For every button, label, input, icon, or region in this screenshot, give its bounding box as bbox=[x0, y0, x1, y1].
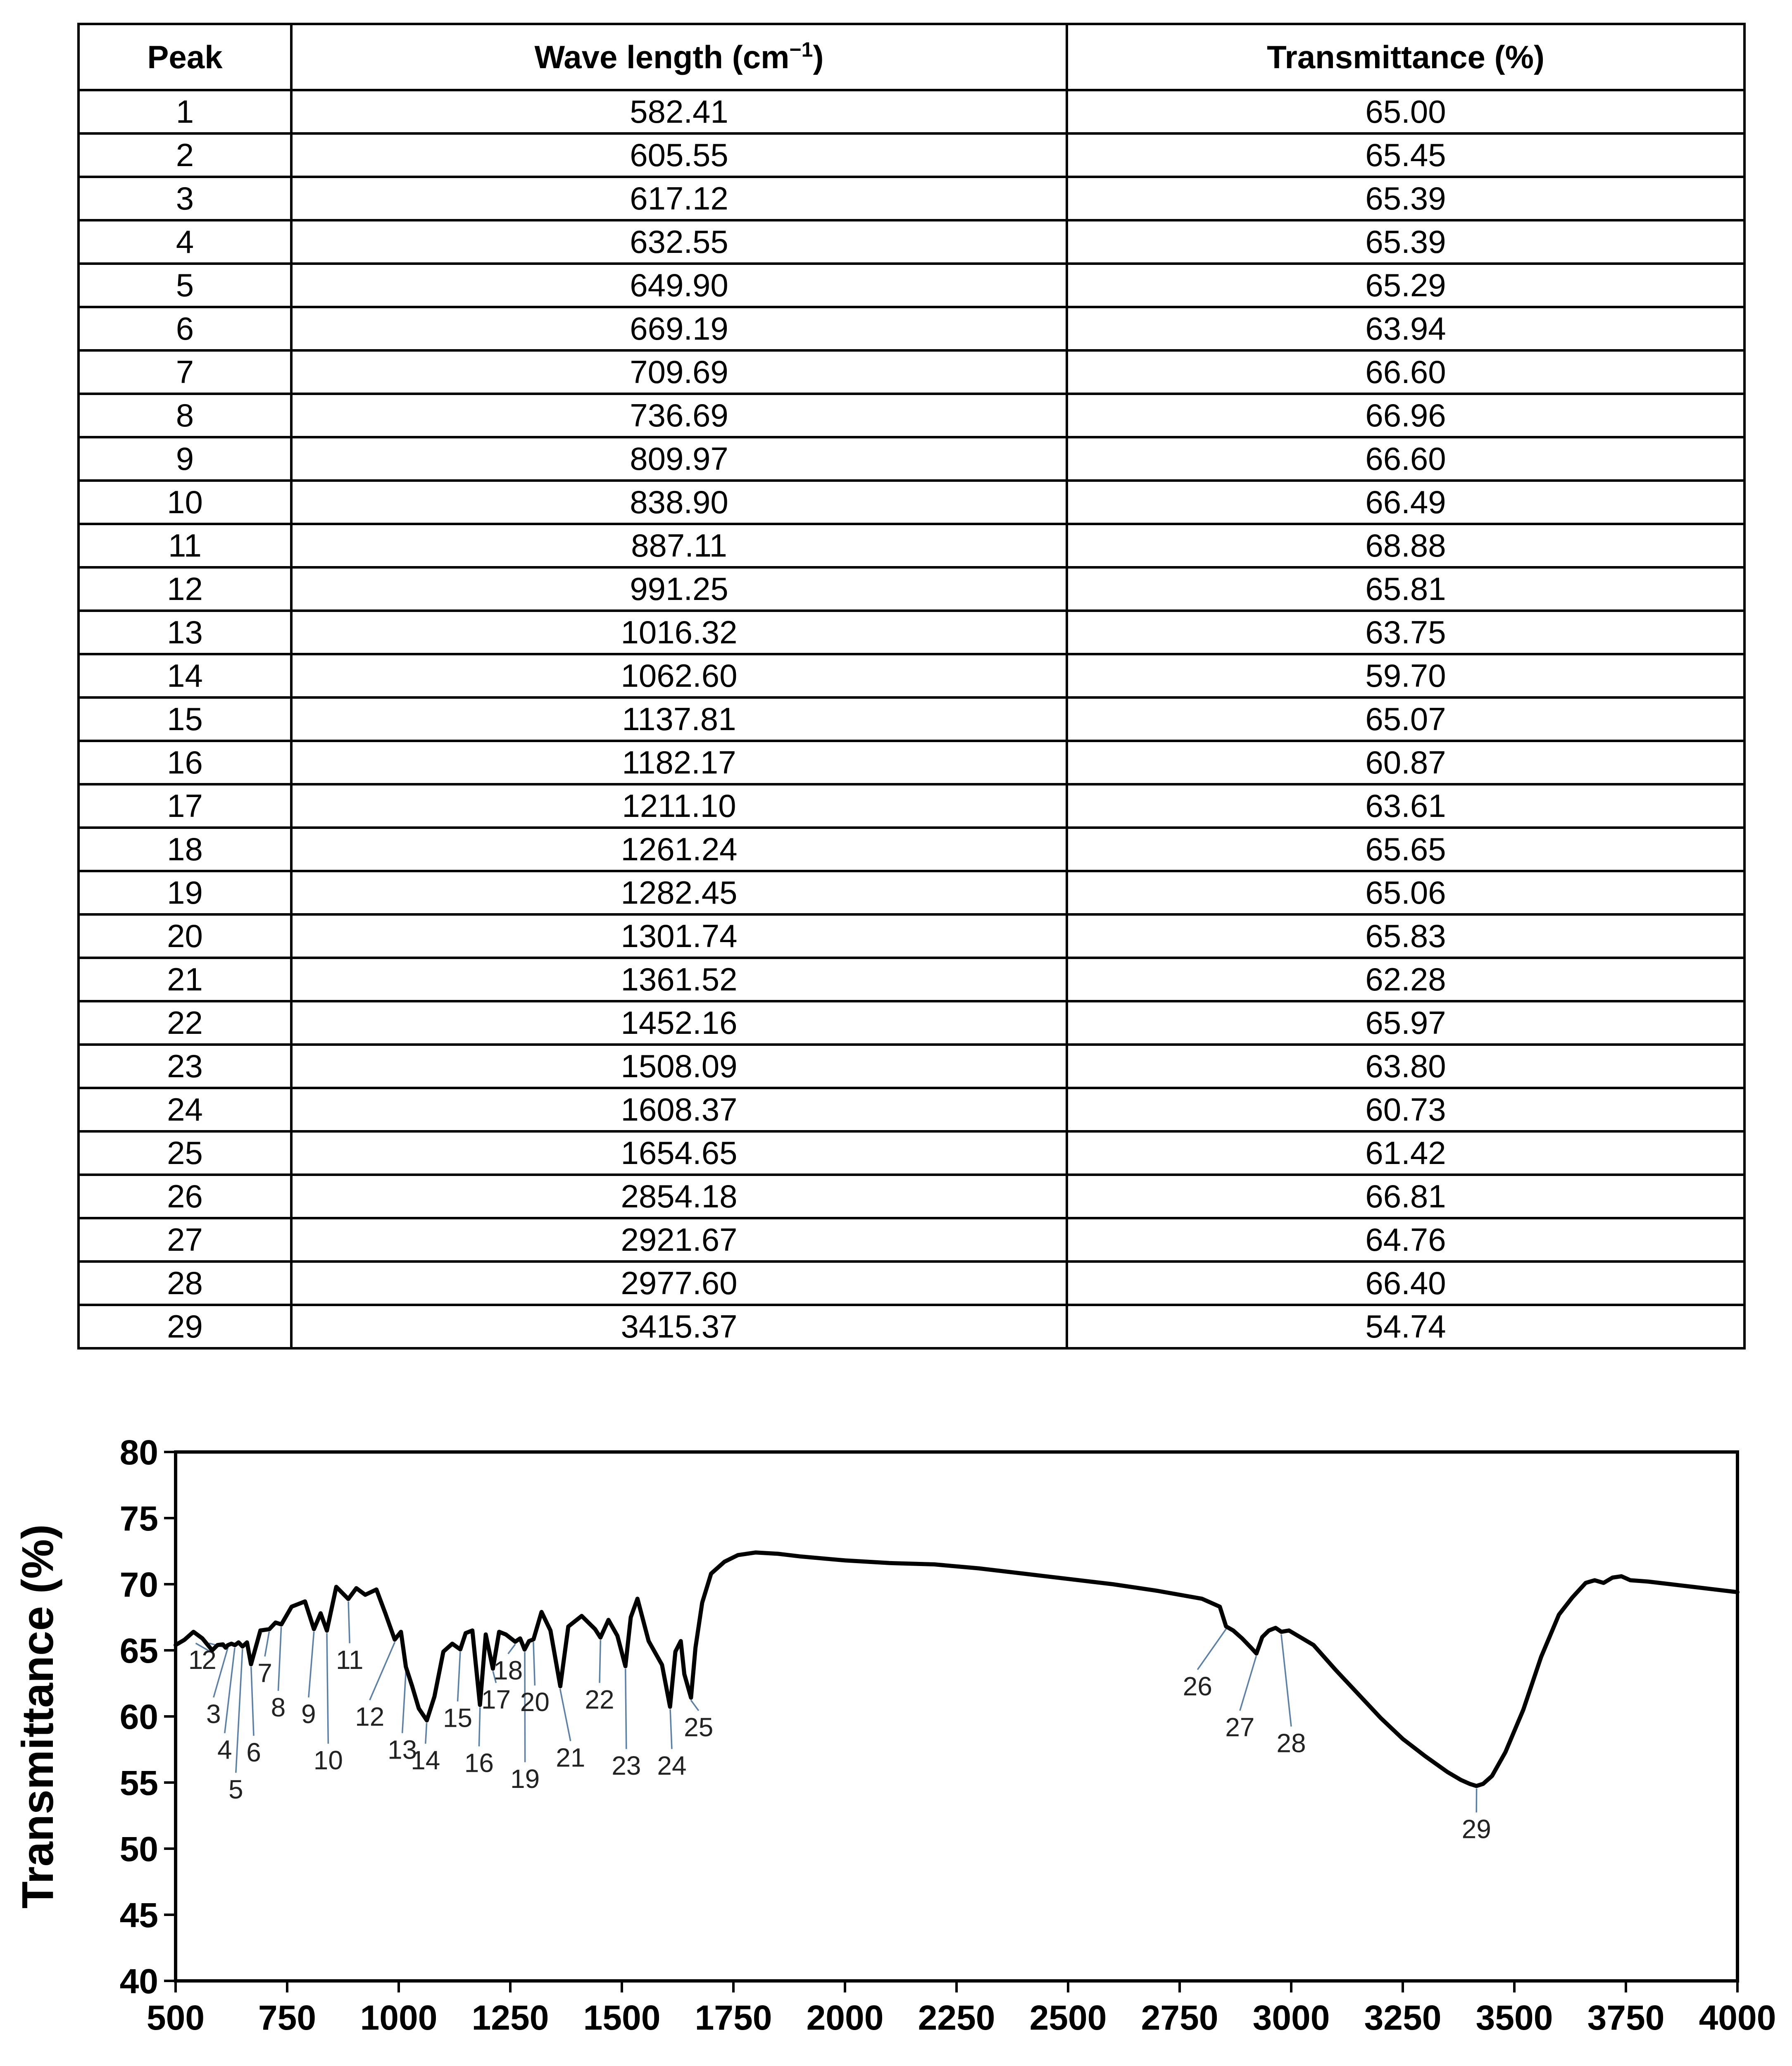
cell-transmittance: 63.75 bbox=[1067, 611, 1744, 654]
peak-table bbox=[77, 23, 1746, 1350]
cell-peak: 20 bbox=[79, 914, 291, 958]
peak-label-16: 16 bbox=[464, 1748, 494, 1778]
cell-peak: 12 bbox=[79, 567, 291, 611]
table-row bbox=[79, 133, 1744, 177]
cell-peak: 1 bbox=[79, 90, 291, 133]
cell-wavelength: 1261.24 bbox=[291, 828, 1067, 871]
cell-transmittance: 62.28 bbox=[1067, 958, 1744, 1001]
cell-transmittance: 65.00 bbox=[1067, 90, 1744, 133]
y-tick-label: 70 bbox=[119, 1565, 158, 1604]
peak-label-3: 3 bbox=[206, 1699, 221, 1729]
cell-peak: 14 bbox=[79, 654, 291, 697]
peak-label-22: 22 bbox=[585, 1684, 614, 1714]
table-row bbox=[79, 307, 1744, 350]
cell-peak: 26 bbox=[79, 1175, 291, 1218]
table-row bbox=[79, 871, 1744, 914]
x-tick-label: 500 bbox=[146, 1998, 205, 2037]
table-row bbox=[79, 828, 1744, 871]
cell-transmittance: 65.39 bbox=[1067, 177, 1744, 220]
plot-frame bbox=[176, 1452, 1737, 1981]
table-row bbox=[79, 1131, 1744, 1175]
cell-wavelength: 1508.09 bbox=[291, 1045, 1067, 1088]
cell-wavelength: 1301.74 bbox=[291, 914, 1067, 958]
peak-leader-line-4 bbox=[225, 1648, 235, 1733]
table-row bbox=[79, 264, 1744, 307]
peak-label-1: 1 bbox=[188, 1645, 203, 1675]
y-axis-title: Transmittance (%) bbox=[12, 1524, 62, 1909]
x-tick-label: 750 bbox=[258, 1998, 317, 2037]
peak-leader-line-6 bbox=[251, 1667, 254, 1736]
x-tick-label: 1250 bbox=[471, 1998, 549, 2037]
cell-wavelength: 2977.60 bbox=[291, 1261, 1067, 1305]
peak-markers bbox=[188, 1602, 1491, 1844]
cell-peak: 6 bbox=[79, 307, 291, 350]
cell-transmittance: 63.80 bbox=[1067, 1045, 1744, 1088]
cell-peak: 15 bbox=[79, 697, 291, 741]
cell-transmittance: 65.65 bbox=[1067, 828, 1744, 871]
peak-label-17: 17 bbox=[481, 1684, 511, 1714]
peak-label-18: 18 bbox=[493, 1655, 523, 1685]
cell-transmittance: 54.74 bbox=[1067, 1305, 1744, 1348]
peak-label-11: 11 bbox=[336, 1645, 364, 1675]
x-tick-label: 3750 bbox=[1587, 1998, 1665, 2037]
table-row bbox=[79, 1088, 1744, 1131]
cell-wavelength: 1062.60 bbox=[291, 654, 1067, 697]
cell-peak: 24 bbox=[79, 1088, 291, 1131]
y-tick-label: 55 bbox=[119, 1764, 158, 1802]
cell-wavelength: 736.69 bbox=[291, 394, 1067, 437]
cell-peak: 25 bbox=[79, 1131, 291, 1175]
peak-leader-line-16 bbox=[479, 1707, 480, 1746]
table-row bbox=[79, 784, 1744, 828]
cell-transmittance: 63.61 bbox=[1067, 784, 1744, 828]
cell-peak: 2 bbox=[79, 133, 291, 177]
x-tick-label: 2750 bbox=[1141, 1998, 1218, 2037]
table-row bbox=[79, 958, 1744, 1001]
table-row bbox=[79, 394, 1744, 437]
cell-peak: 7 bbox=[79, 350, 291, 394]
cell-wavelength: 669.19 bbox=[291, 307, 1067, 350]
y-tick-label: 45 bbox=[119, 1896, 158, 1935]
cell-wavelength: 1654.65 bbox=[291, 1131, 1067, 1175]
x-tick-label: 2250 bbox=[918, 1998, 995, 2037]
table-row bbox=[79, 914, 1744, 958]
peak-label-9: 9 bbox=[301, 1699, 316, 1729]
table-row bbox=[79, 741, 1744, 784]
peak-leader-line-14 bbox=[426, 1723, 427, 1744]
table-row bbox=[79, 437, 1744, 481]
y-tick-label: 60 bbox=[119, 1697, 158, 1736]
cell-peak: 29 bbox=[79, 1305, 291, 1348]
peak-leader-line-21 bbox=[560, 1689, 570, 1741]
cell-transmittance: 66.60 bbox=[1067, 437, 1744, 481]
cell-wavelength: 649.90 bbox=[291, 264, 1067, 307]
table-row bbox=[79, 90, 1744, 133]
peak-label-7: 7 bbox=[257, 1658, 272, 1688]
cell-transmittance: 65.06 bbox=[1067, 871, 1744, 914]
cell-wavelength: 3415.37 bbox=[291, 1305, 1067, 1348]
cell-peak: 27 bbox=[79, 1218, 291, 1261]
cell-wavelength: 709.69 bbox=[291, 350, 1067, 394]
peak-label-5: 5 bbox=[228, 1774, 243, 1804]
table-row bbox=[79, 611, 1744, 654]
cell-peak: 28 bbox=[79, 1261, 291, 1305]
peak-leader-line-7 bbox=[265, 1632, 269, 1657]
cell-transmittance: 66.40 bbox=[1067, 1261, 1744, 1305]
x-tick-label: 4000 bbox=[1699, 1998, 1776, 2037]
cell-peak: 10 bbox=[79, 481, 291, 524]
cell-wavelength: 605.55 bbox=[291, 133, 1067, 177]
table-row bbox=[79, 481, 1744, 524]
peak-label-27: 27 bbox=[1225, 1712, 1255, 1742]
peak-leader-line-10 bbox=[327, 1633, 328, 1744]
cell-wavelength: 1182.17 bbox=[291, 741, 1067, 784]
cell-wavelength: 2854.18 bbox=[291, 1175, 1067, 1218]
x-tick-label: 3250 bbox=[1364, 1998, 1442, 2037]
peak-label-21: 21 bbox=[556, 1742, 585, 1773]
x-tick-label: 1500 bbox=[583, 1998, 661, 2037]
peak-label-2: 2 bbox=[202, 1645, 217, 1675]
peak-label-12: 12 bbox=[355, 1702, 385, 1732]
y-axis bbox=[120, 1433, 176, 2001]
cell-wavelength: 617.12 bbox=[291, 177, 1067, 220]
table-row bbox=[79, 567, 1744, 611]
cell-transmittance: 68.88 bbox=[1067, 524, 1744, 567]
peak-leader-line-28 bbox=[1281, 1634, 1291, 1726]
table-row bbox=[79, 1001, 1744, 1045]
cell-peak: 11 bbox=[79, 524, 291, 567]
cell-peak: 5 bbox=[79, 264, 291, 307]
cell-wavelength: 991.25 bbox=[291, 567, 1067, 611]
cell-peak: 8 bbox=[79, 394, 291, 437]
peak-label-4: 4 bbox=[217, 1735, 232, 1765]
peak-label-13: 13 bbox=[388, 1735, 417, 1765]
peak-label-8: 8 bbox=[271, 1692, 286, 1722]
cell-wavelength: 1608.37 bbox=[291, 1088, 1067, 1131]
table-header-row bbox=[79, 24, 1744, 90]
peak-label-15: 15 bbox=[443, 1703, 473, 1733]
cell-peak: 21 bbox=[79, 958, 291, 1001]
cell-transmittance: 60.87 bbox=[1067, 741, 1744, 784]
cell-peak: 9 bbox=[79, 437, 291, 481]
peak-label-26: 26 bbox=[1183, 1671, 1212, 1701]
cell-peak: 19 bbox=[79, 871, 291, 914]
table-row bbox=[79, 220, 1744, 264]
peak-label-24: 24 bbox=[657, 1750, 687, 1780]
cell-transmittance: 66.49 bbox=[1067, 481, 1744, 524]
table-row bbox=[79, 654, 1744, 697]
cell-transmittance: 65.07 bbox=[1067, 697, 1744, 741]
cell-peak: 23 bbox=[79, 1045, 291, 1088]
x-tick-label: 1750 bbox=[695, 1998, 772, 2037]
cell-transmittance: 61.42 bbox=[1067, 1131, 1744, 1175]
cell-transmittance: 65.83 bbox=[1067, 914, 1744, 958]
peak-label-23: 23 bbox=[612, 1750, 641, 1780]
cell-wavelength: 2921.67 bbox=[291, 1218, 1067, 1261]
peak-leader-line-8 bbox=[278, 1627, 281, 1691]
cell-transmittance: 66.60 bbox=[1067, 350, 1744, 394]
peak-label-10: 10 bbox=[313, 1745, 343, 1775]
cell-transmittance: 65.39 bbox=[1067, 220, 1744, 264]
cell-transmittance: 63.94 bbox=[1067, 307, 1744, 350]
peak-label-14: 14 bbox=[411, 1745, 440, 1775]
peak-leader-line-27 bbox=[1240, 1656, 1257, 1711]
cell-transmittance: 66.81 bbox=[1067, 1175, 1744, 1218]
table-row bbox=[79, 1175, 1744, 1218]
table-row bbox=[79, 697, 1744, 741]
header-wavelength bbox=[291, 24, 1067, 90]
peak-label-25: 25 bbox=[684, 1712, 714, 1742]
peak-leader-line-12 bbox=[370, 1642, 395, 1700]
peak-label-19: 19 bbox=[510, 1764, 540, 1794]
y-tick-label: 80 bbox=[119, 1433, 158, 1472]
peak-leader-line-15 bbox=[458, 1652, 460, 1702]
cell-wavelength: 887.11 bbox=[291, 524, 1067, 567]
table-row bbox=[79, 1305, 1744, 1348]
table-row bbox=[79, 1045, 1744, 1088]
cell-transmittance: 65.97 bbox=[1067, 1001, 1744, 1045]
cell-wavelength: 632.55 bbox=[291, 220, 1067, 264]
cell-peak: 22 bbox=[79, 1001, 291, 1045]
cell-wavelength: 1452.16 bbox=[291, 1001, 1067, 1045]
x-tick-label: 2000 bbox=[806, 1998, 884, 2037]
peak-leader-line-18 bbox=[508, 1644, 516, 1654]
y-tick-label: 40 bbox=[119, 1962, 158, 2001]
peak-leader-line-13 bbox=[402, 1669, 406, 1733]
peak-label-20: 20 bbox=[520, 1687, 550, 1717]
cell-wavelength: 1016.32 bbox=[291, 611, 1067, 654]
cell-peak: 3 bbox=[79, 177, 291, 220]
peak-leader-line-5 bbox=[236, 1649, 243, 1773]
table-body bbox=[79, 90, 1744, 1348]
cell-peak: 4 bbox=[79, 220, 291, 264]
x-axis bbox=[147, 1981, 1776, 2037]
peak-label-29: 29 bbox=[1461, 1814, 1491, 1844]
table-row bbox=[79, 350, 1744, 394]
y-tick-label: 75 bbox=[119, 1499, 158, 1538]
cell-wavelength: 582.41 bbox=[291, 90, 1067, 133]
cell-transmittance: 59.70 bbox=[1067, 654, 1744, 697]
x-tick-label: 3000 bbox=[1252, 1998, 1330, 2037]
peak-label-28: 28 bbox=[1276, 1728, 1306, 1758]
y-tick-label: 65 bbox=[119, 1631, 158, 1670]
peak-leader-line-26 bbox=[1197, 1629, 1226, 1670]
header-wavelength-sup: −1 bbox=[789, 38, 813, 61]
cell-transmittance: 66.96 bbox=[1067, 394, 1744, 437]
peak-leader-line-9 bbox=[309, 1632, 314, 1697]
cell-wavelength: 1282.45 bbox=[291, 871, 1067, 914]
cell-peak: 13 bbox=[79, 611, 291, 654]
cell-wavelength: 838.90 bbox=[291, 481, 1067, 524]
x-tick-label: 3500 bbox=[1475, 1998, 1553, 2037]
peak-leader-line-20 bbox=[533, 1642, 535, 1685]
header-wavelength-text: Wave length (cm bbox=[534, 38, 790, 75]
table-row bbox=[79, 177, 1744, 220]
cell-transmittance: 65.81 bbox=[1067, 567, 1744, 611]
peak-leader-line-25 bbox=[691, 1700, 699, 1711]
peak-label-6: 6 bbox=[246, 1737, 261, 1767]
cell-transmittance: 64.76 bbox=[1067, 1218, 1744, 1261]
cell-wavelength: 1211.10 bbox=[291, 784, 1067, 828]
cell-peak: 16 bbox=[79, 741, 291, 784]
cell-wavelength: 809.97 bbox=[291, 437, 1067, 481]
cell-peak: 17 bbox=[79, 784, 291, 828]
cell-peak: 18 bbox=[79, 828, 291, 871]
peak-leader-line-24 bbox=[670, 1709, 672, 1749]
table-row bbox=[79, 1218, 1744, 1261]
header-peak: Peak bbox=[79, 24, 291, 90]
header-wavelength-close: ) bbox=[813, 38, 824, 75]
cell-transmittance: 65.45 bbox=[1067, 133, 1744, 177]
x-tick-label: 1000 bbox=[360, 1998, 438, 2037]
table-row bbox=[79, 524, 1744, 567]
y-tick-label: 50 bbox=[119, 1830, 158, 1868]
ftir-spectrum-chart bbox=[0, 1421, 1792, 2066]
cell-wavelength: 1361.52 bbox=[291, 958, 1067, 1001]
header-transmittance: Transmittance (%) bbox=[1067, 24, 1744, 90]
cell-transmittance: 65.29 bbox=[1067, 264, 1744, 307]
table-row bbox=[79, 1261, 1744, 1305]
cell-transmittance: 60.73 bbox=[1067, 1088, 1744, 1131]
cell-wavelength: 1137.81 bbox=[291, 697, 1067, 741]
x-tick-label: 2500 bbox=[1029, 1998, 1107, 2037]
peak-leader-line-11 bbox=[348, 1602, 350, 1643]
